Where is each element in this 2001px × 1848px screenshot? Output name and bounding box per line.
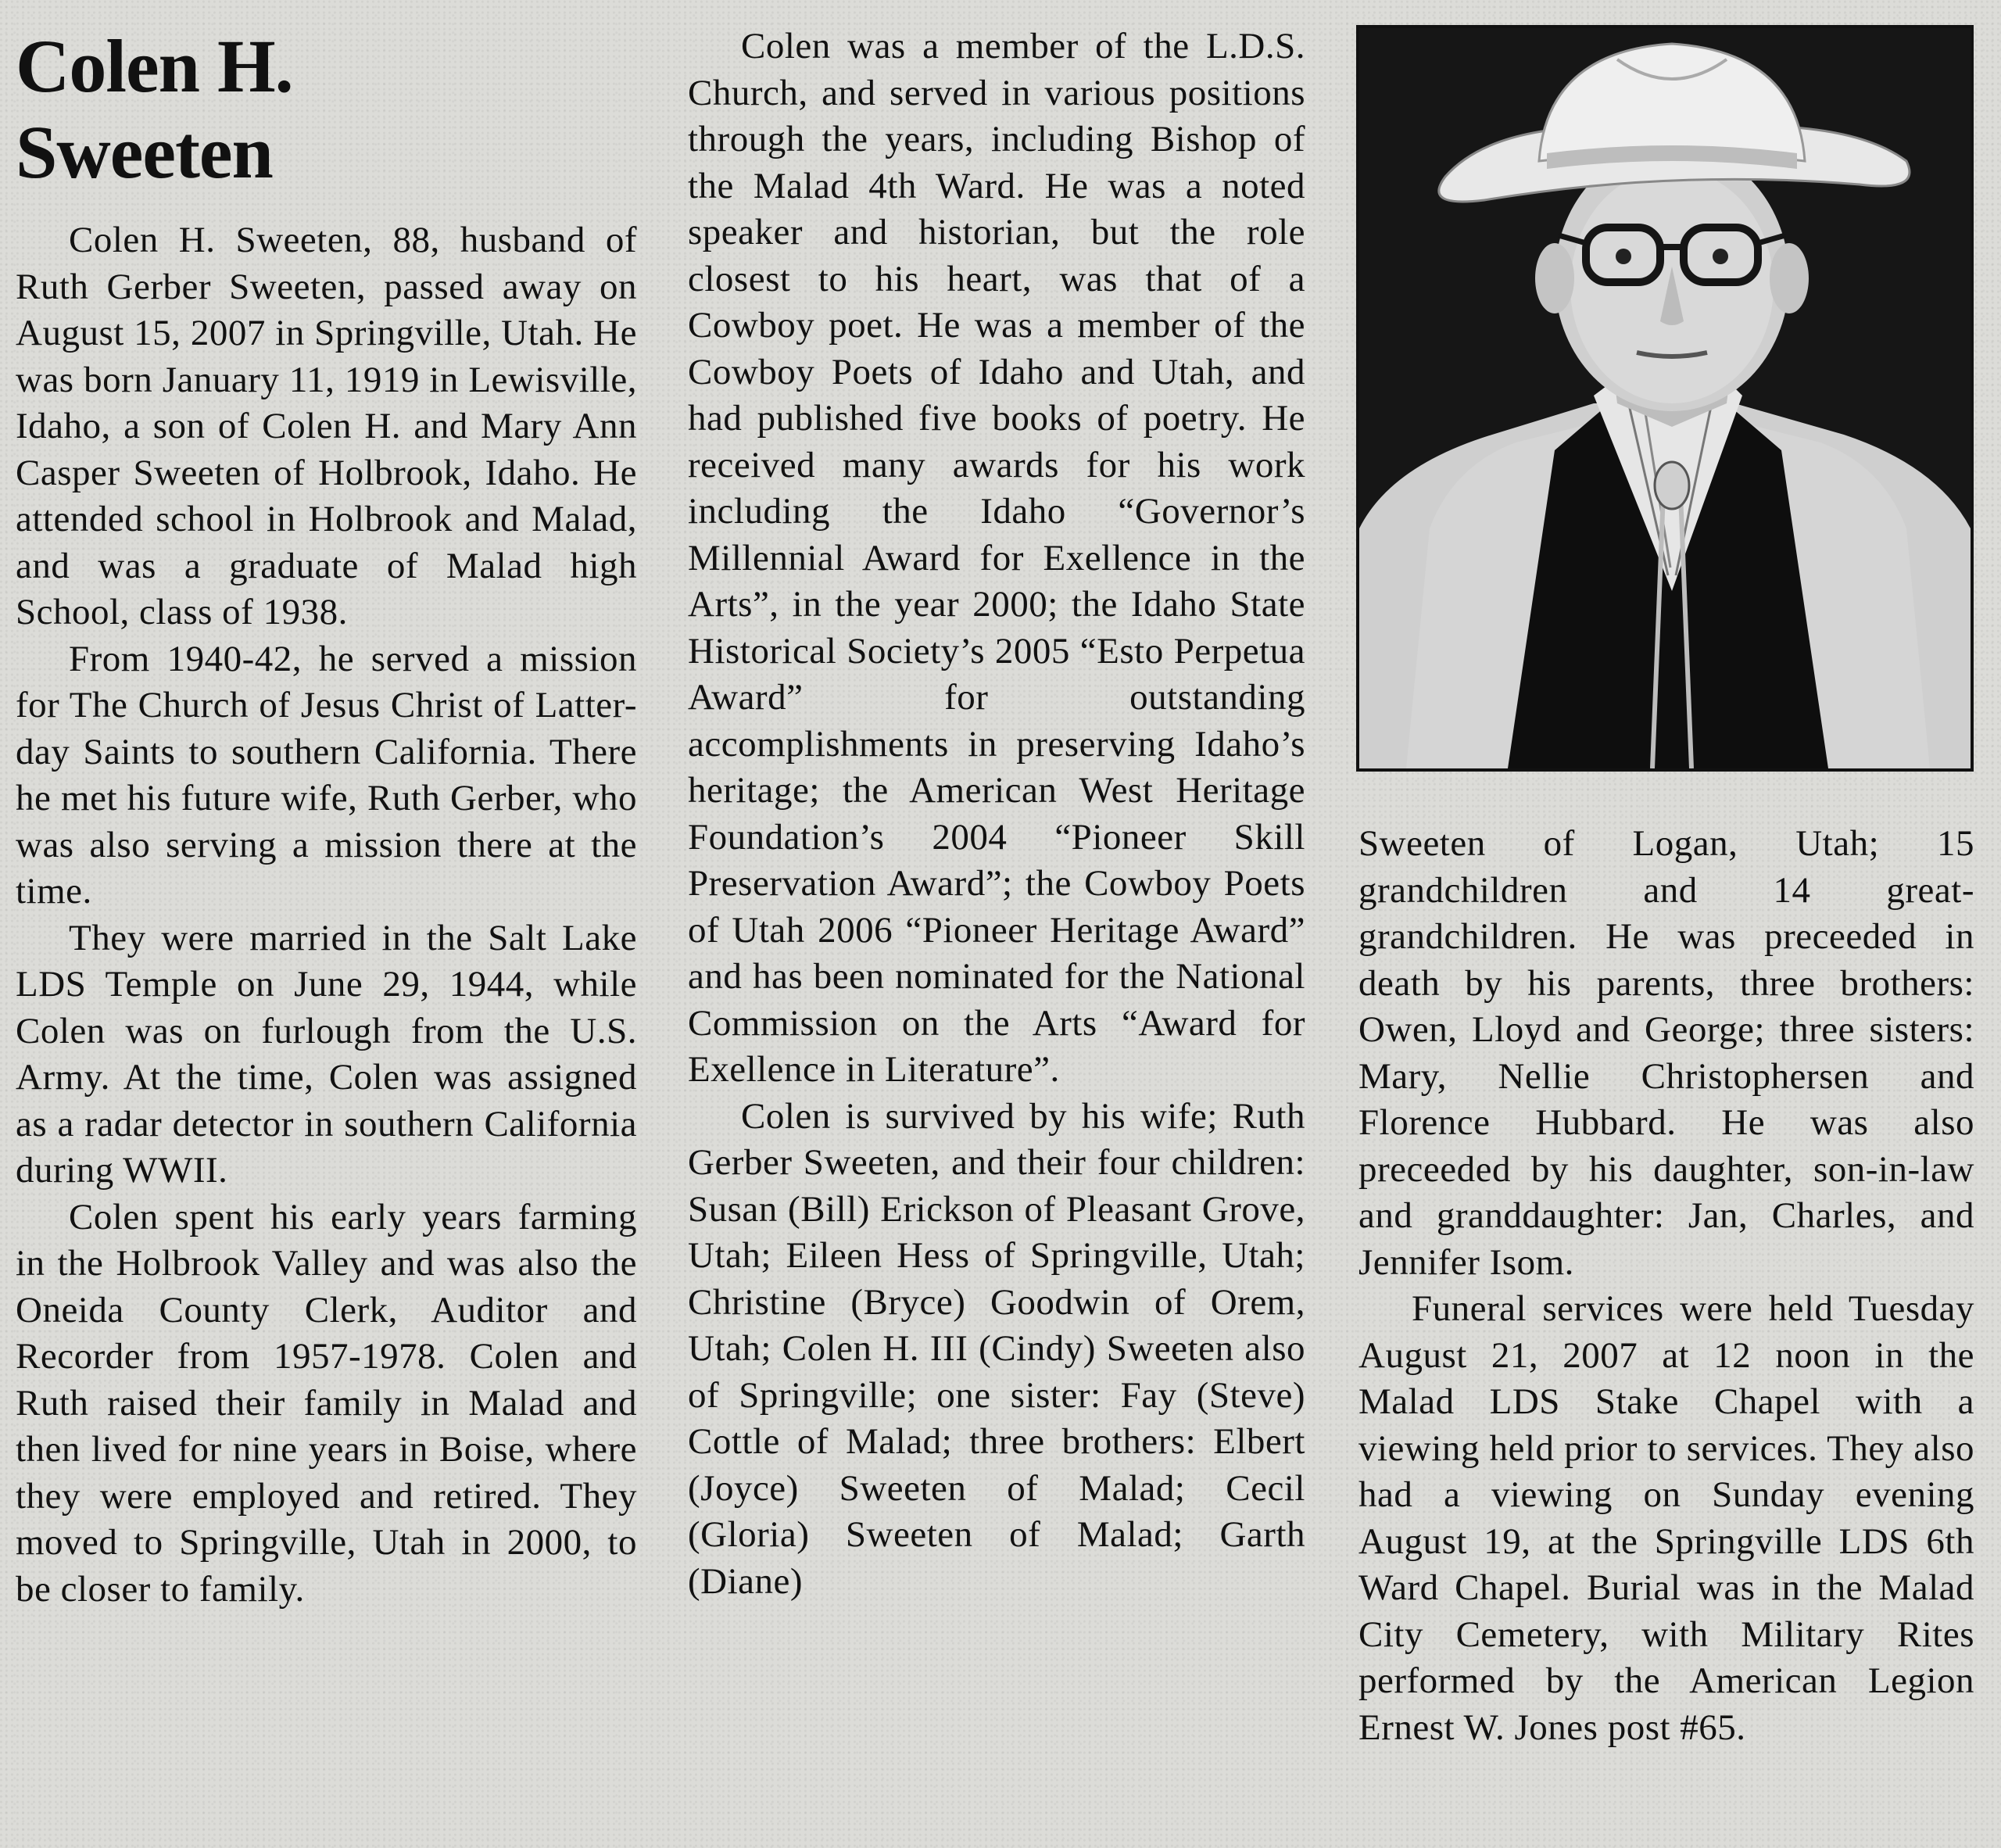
- obituary-headline: [16, 23, 637, 195]
- paragraph-mission: From 1940-42, he served a mission for The Church of Jesus Christ of Latter-day Saints to southern California. There he met his future wife, Ruth Gerber, who was also serving a mission there at the time.: [16, 638, 637, 911]
- column-middle: [688, 23, 1305, 1605]
- paragraph-intro: Colen H. Sweeten, 88, husband of Ruth Gerber Sweeten, passed away on August 15, 2007 in Springville, Utah. He was born January 11, 1919 in Lewisville, Idaho, a son of Colen H. and Mary Ann Casper Sweeten of Holbrook, Idaho. He attended school in Holbrook and Malad, and was a graduate of Malad high School, class of 1938.: [16, 220, 637, 632]
- paragraph-career: Colen spent his early years farming in the Holbrook Valley and was also the Oneida County Clerk, Auditor and Recorder from 1957-1978. Colen and Ruth raised their family in Malad and then lived for nine years in Boise, where they were employed and retired. They moved to Springville, Utah in 2000, to be closer to family.: [16, 1196, 637, 1610]
- paragraph-survivors-continued: Sweeten of Logan, Utah; 15 grandchildren and 14 great-grandchildren. He was preceeded in death by his parents, three brothers: Owen, Lloyd and George; three sisters: Mary, Nellie Christophersen and Florence Hubbard. He was also preceeded by his daughter, son-in-law and granddaughter: Jan, Charles, and Jennifer Isom.: [1358, 823, 1974, 1283]
- paragraph-survivors: Colen is survived by his wife; Ruth Gerber Sweeten, and their four children: Susan (Bill) Erickson of Pleasant Grove, Utah; Eileen Hess of Springville, Utah; Christine (Bryce) Goodwin of Orem, Utah; Colen H. III (Cindy) Sweeten also of Springville; one sister: Fay (Steve) Cottle of Malad; three brothers: Elbert (Joyce) Sweeten of Malad; Cecil (Gloria) Sweeten of Malad; Garth (Diane): [688, 1095, 1305, 1602]
- headline-line-2: Sweeten: [16, 110, 273, 194]
- paragraph-church-poetry: Colen was a member of the L.D.S. Church, and served in various positions through the years, including Bishop of the Malad 4th Ward. He was a noted speaker and historian, but the role closest to his heart, was that of a Cowboy poet. He was a member of the Cowboy Poets of Idaho and Utah, and had published five books of poetry. He received many awards for his work including the Idaho “Governor’s Millennial Award for Exellence in the Arts”, in the year 2000; the Idaho State Historical Society’s 2005 “Esto Perpetua Award” for outstanding accomplishments in preserving Idaho’s heritage; the American West Heritage Foundation’s 2004 “Pioneer Skill Preservation Award”; the Cowboy Poets of Utah 2006 “Pioneer Heritage Award” and has been nominated for the National Commission on the Arts “Award for Exellence in Literature”.: [688, 26, 1305, 1090]
- portrait-photo: [1356, 25, 1974, 772]
- column-right: [1358, 821, 1974, 1751]
- headline-line-1: Colen H.: [16, 24, 293, 108]
- paragraph-services: Funeral services were held Tuesday August 21, 2007 at 12 noon in the Malad LDS Stake Chapel with a viewing held prior to services. They also had a viewing on Sunday evening August 19, at the Springville LDS 6th Ward Chapel. Burial was in the Malad City Cemetery, with Military Rites performed by the American Legion Ernest W. Jones post #65.: [1358, 1288, 1974, 1748]
- portrait-illustration: [1359, 28, 1971, 768]
- column-left: [16, 23, 637, 1613]
- paragraph-marriage: They were married in the Salt Lake LDS Temple on June 29, 1944, while Colen was on furlough from the U.S. Army. At the time, Colen was assigned as a radar detector in southern California during WWII.: [16, 917, 637, 1191]
